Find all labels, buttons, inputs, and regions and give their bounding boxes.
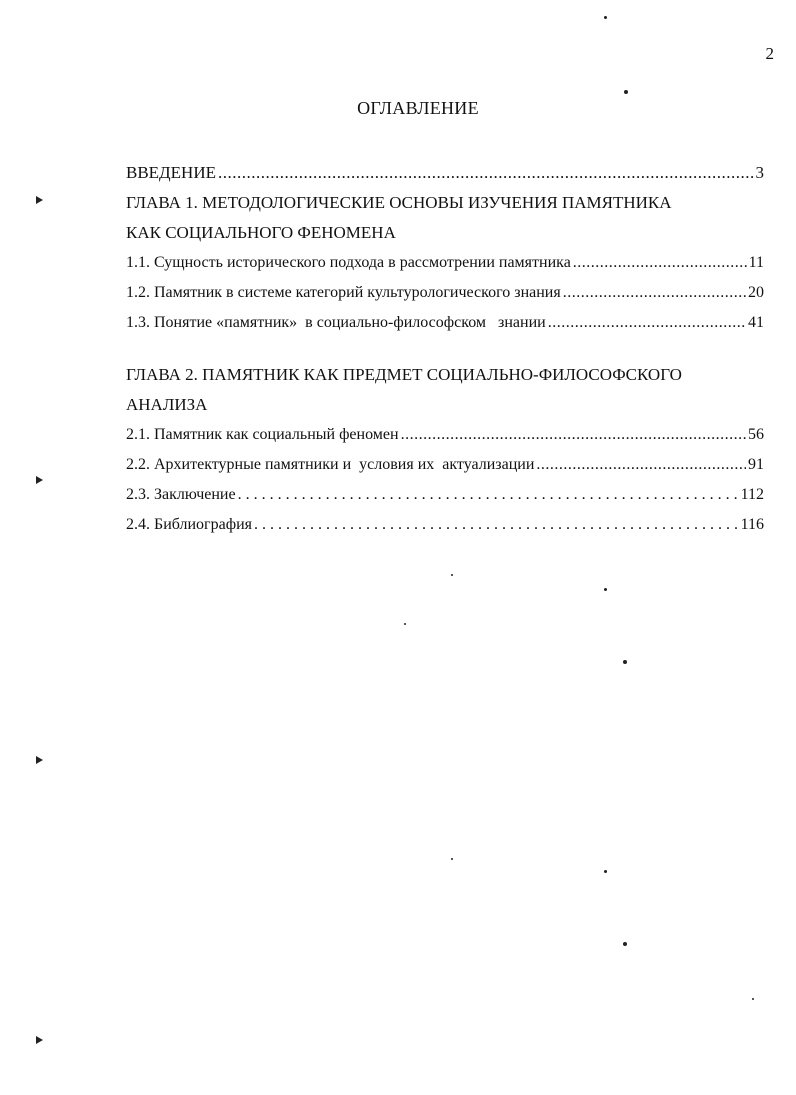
scan-speck (451, 858, 453, 860)
toc-title: ОГЛАВЛЕНИЕ (357, 98, 479, 118)
scan-speck (752, 998, 754, 1000)
dot-leader (563, 278, 746, 308)
dot-leader (254, 510, 739, 540)
scan-speck (624, 90, 628, 94)
chapter-1-title-line-2: КАК СОЦИАЛЬНОГО ФЕНОМЕНА (126, 223, 396, 242)
page-number: 2 (765, 44, 774, 63)
margin-mark (36, 196, 43, 204)
dot-leader (401, 420, 746, 450)
toc-entry-label: 2.2. Архитектурные памятники и условия их актуализации (126, 456, 535, 473)
scan-speck (451, 574, 453, 576)
toc-entry-page: 91 (748, 456, 764, 473)
margin-mark (36, 476, 43, 484)
toc-entry-2-3 (126, 480, 764, 510)
toc-entry-introduction (126, 158, 764, 188)
scan-speck (623, 660, 627, 664)
toc-entry-label: 1.1. Сущность исторического подхода в рассмотрении памятника (126, 254, 571, 271)
chapter-2-title-line-1: ГЛАВА 2. ПАМЯТНИК КАК ПРЕДМЕТ СОЦИАЛЬНО-ФИЛОСОФСКОГО (126, 365, 682, 384)
margin-mark (36, 756, 43, 764)
chapter-2-heading (126, 360, 764, 420)
toc-entry-1-3 (126, 308, 764, 338)
toc-entry-2-2 (126, 450, 764, 480)
toc-entry-2-4 (126, 510, 764, 540)
toc-entry-label: 1.3. Понятие «памятник» в социально-философском знании (126, 314, 546, 331)
toc-entry-page: 116 (740, 516, 764, 533)
scan-speck (604, 588, 607, 591)
dot-leader (573, 248, 747, 278)
dot-leader (218, 158, 754, 188)
dot-leader (238, 480, 739, 510)
toc-entry-1-1 (126, 248, 764, 278)
toc-entry-label: 2.3. Заключение (126, 486, 236, 503)
dot-leader (548, 308, 746, 338)
toc-entry-page: 56 (748, 426, 764, 443)
toc-entry-page: 20 (748, 284, 764, 301)
toc-entry-2-1 (126, 420, 764, 450)
scan-speck (604, 870, 607, 873)
toc-entry-page: 11 (748, 254, 764, 271)
dot-leader (536, 450, 746, 480)
scan-speck (604, 16, 607, 19)
toc-entry-page: 112 (740, 486, 764, 503)
toc-entry-label: 2.4. Библиография (126, 516, 252, 533)
margin-mark (36, 1036, 43, 1044)
toc-entry-label: ВВЕДЕНИЕ (126, 163, 216, 182)
chapter-1-title-line-1: ГЛАВА 1. МЕТОДОЛОГИЧЕСКИЕ ОСНОВЫ ИЗУЧЕНИЯ ПАМЯТНИКА (126, 193, 672, 212)
toc-entry-label: 1.2. Памятник в системе категорий культурологического знания (126, 284, 561, 301)
toc-entry-page: 3 (755, 163, 764, 182)
table-of-contents (126, 158, 764, 540)
scan-speck (623, 942, 627, 946)
scan-speck (404, 623, 406, 625)
chapter-2-title-line-2: АНАЛИЗА (126, 395, 208, 414)
toc-entry-page: 41 (748, 314, 764, 331)
chapter-1-heading (126, 188, 764, 248)
toc-entry-1-2 (126, 278, 764, 308)
toc-entry-label: 2.1. Памятник как социальный феномен (126, 426, 399, 443)
